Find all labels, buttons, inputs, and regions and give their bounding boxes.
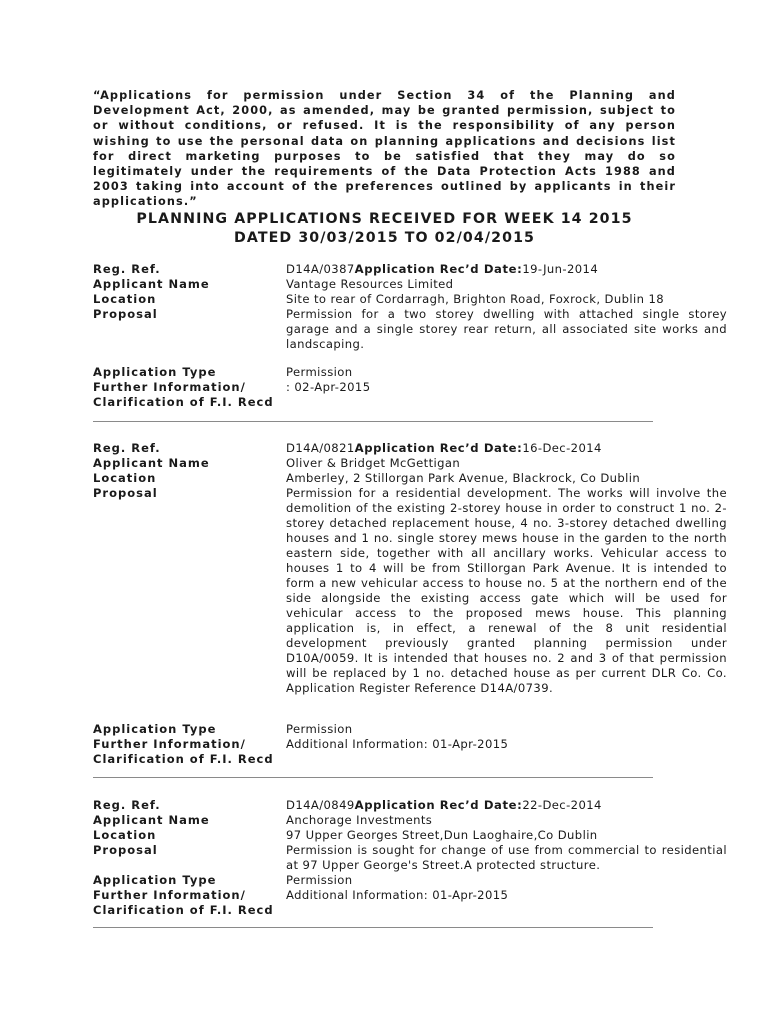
record-divider	[93, 777, 653, 778]
app-type-value: Permission	[286, 873, 353, 887]
rec-date-label: Application Rec’d Date:	[354, 798, 523, 812]
location-label: Location	[93, 471, 157, 485]
proposal-value: Permission for a residential development. The works will involve the demolition of the existing 2-storey house in order to construct 1 no. 2-storey detached replacement house, 4 no. 3-storey detached dwelling houses and 1 no. single storey mews house in the garden to the north eastern side, together with all ancillary works. Vehicular access to houses 1 to 4 will be from Stillorgan Park Avenue. It is intended to form a new vehicular access to house no. 5 at the northern end of the side alongside the existing access gate which will be used for vehicular access to the proposed mews house. This planning application is, in effect, a renewal of the 8 unit residential development previously granted planning permission under D10A/0059. It is intended that houses no. 2 and 3 of that permission will be replaced by 1 no. detached house as per current DLR Co. Co. Application Register Reference D14A/0739.	[286, 486, 727, 695]
fi-value: : 02-Apr-2015	[286, 380, 371, 394]
title-line-2: DATED 30/03/2015 TO 02/04/2015	[233, 230, 536, 246]
application-record-status	[93, 365, 733, 410]
applicant-label: Applicant Name	[93, 277, 210, 291]
reg-ref-number: D14A/0849	[286, 798, 355, 812]
location-label: Location	[93, 292, 157, 306]
disclaimer-text: “Applications for permission under Section 34 of the Planning and Development Act, 2000, as amended, may be granted permission, subject to or without conditions, or refused. It is the responsibility of any person wishing to use the personal data on planning applications and decisions list for direct marketing purposes to be satisfied that they may do so legitimately under the requirements of the Data Protection Acts 1988 and 2003 taking into account of the preferences outlined by applicants in their applications.”	[93, 89, 676, 209]
app-type-label: Application Type	[93, 365, 217, 379]
proposal-label: Proposal	[93, 843, 158, 857]
record-divider	[93, 421, 653, 422]
fi-label: Further Information/	[93, 380, 246, 394]
rec-date-value: 16-Dec-2014	[522, 441, 602, 455]
rec-date-value: 22-Dec-2014	[522, 798, 602, 812]
fi-label-2: Clarification of F.I. Recd	[93, 752, 274, 766]
title-line-1: PLANNING APPLICATIONS RECEIVED FOR WEEK 14 2015	[136, 211, 633, 227]
rec-date-value: 19-Jun-2014	[522, 262, 599, 276]
application-record	[93, 262, 733, 352]
proposal-value: Permission is sought for change of use from commercial to residential at 97 Upper George's Street.A protected structure.	[286, 843, 727, 872]
applicant-value: Anchorage Investments	[286, 813, 433, 827]
app-type-label: Application Type	[93, 873, 217, 887]
reg-ref-value	[286, 262, 727, 277]
applicant-label: Applicant Name	[93, 456, 210, 470]
fi-label-2: Clarification of F.I. Recd	[93, 395, 274, 409]
reg-ref-number: D14A/0387	[286, 262, 355, 276]
reg-ref-value	[286, 798, 727, 813]
page-title	[93, 210, 676, 248]
fi-label-2: Clarification of F.I. Recd	[93, 903, 274, 917]
application-record-status	[93, 722, 733, 767]
location-value: Amberley, 2 Stillorgan Park Avenue, Blackrock, Co Dublin	[286, 471, 641, 485]
fi-label: Further Information/	[93, 888, 246, 902]
location-label: Location	[93, 828, 157, 842]
location-value: 97 Upper Georges Street,Dun Laoghaire,Co Dublin	[286, 828, 598, 842]
fi-value: Additional Information: 01-Apr-2015	[286, 737, 509, 751]
proposal-label: Proposal	[93, 307, 158, 321]
proposal-label: Proposal	[93, 486, 158, 500]
rec-date-label: Application Rec’d Date:	[354, 441, 523, 455]
location-value: Site to rear of Cordarragh, Brighton Road, Foxrock, Dublin 18	[286, 292, 665, 306]
fi-value: Additional Information: 01-Apr-2015	[286, 888, 509, 902]
app-type-label: Application Type	[93, 722, 217, 736]
record-divider	[93, 927, 653, 928]
reg-ref-label: Reg. Ref.	[93, 798, 161, 812]
reg-ref-label: Reg. Ref.	[93, 441, 161, 455]
applicant-value: Oliver & Bridget McGettigan	[286, 456, 461, 470]
applicant-value: Vantage Resources Limited	[286, 277, 454, 291]
reg-ref-value	[286, 441, 727, 456]
application-record	[93, 441, 733, 696]
applicant-label: Applicant Name	[93, 813, 210, 827]
application-record	[93, 798, 733, 918]
rec-date-label: Application Rec’d Date:	[354, 262, 523, 276]
fi-label: Further Information/	[93, 737, 246, 751]
app-type-value: Permission	[286, 722, 353, 736]
reg-ref-label: Reg. Ref.	[93, 262, 161, 276]
proposal-value: Permission for a two storey dwelling with attached single storey garage and a single storey rear return, all associated site works and landscaping.	[286, 307, 727, 351]
reg-ref-number: D14A/0821	[286, 441, 355, 455]
app-type-value: Permission	[286, 365, 353, 379]
